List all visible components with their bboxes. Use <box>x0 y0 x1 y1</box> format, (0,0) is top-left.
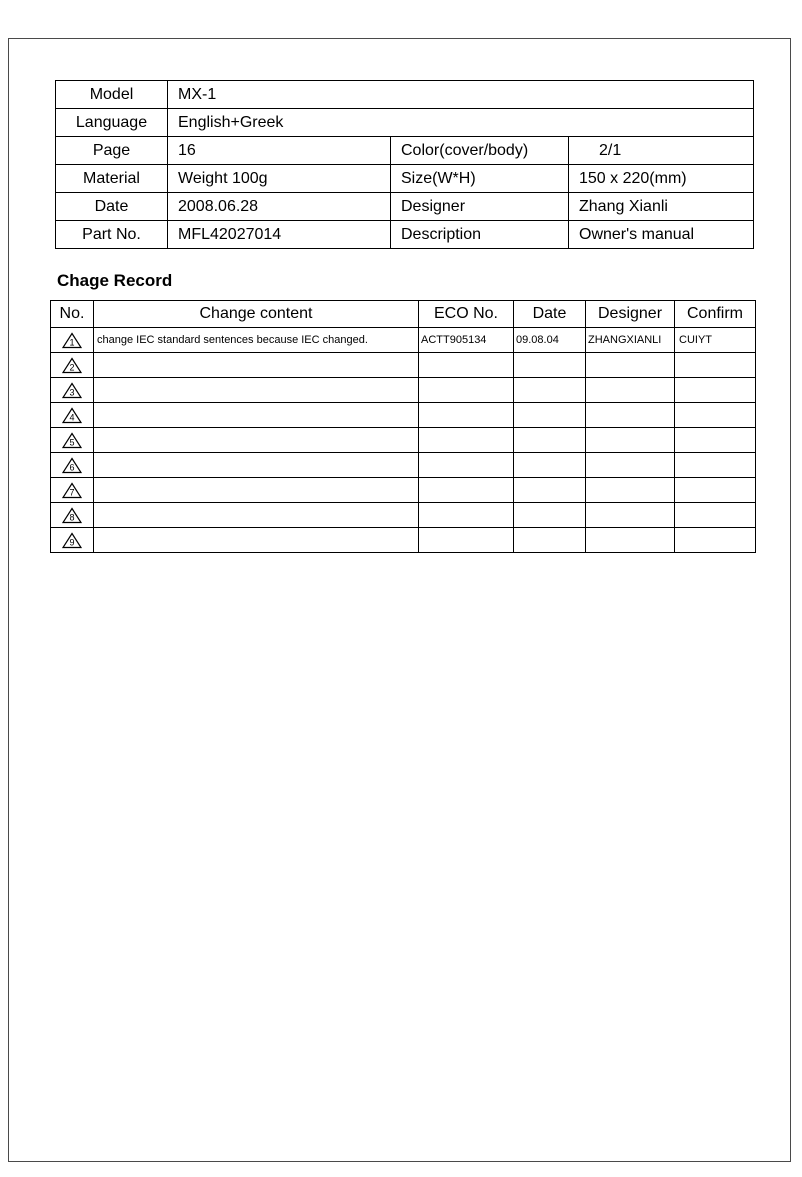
row-no-cell <box>51 453 94 478</box>
change-record-row <box>51 378 756 403</box>
change-record-row <box>51 428 756 453</box>
row-change-content <box>94 353 419 378</box>
row-change-content <box>94 478 419 503</box>
spec-row-partno-description <box>56 221 754 249</box>
row-no-cell <box>51 428 94 453</box>
row-change-content: change IEC standard sentences because IEC changed. <box>94 328 419 353</box>
row-date <box>514 428 586 453</box>
spec-label-color: Color(cover/body) <box>391 137 569 165</box>
svg-text:1: 1 <box>69 337 75 347</box>
row-designer <box>586 453 675 478</box>
spec-row-material-size <box>56 165 754 193</box>
row-no-cell <box>51 528 94 553</box>
row-designer <box>586 378 675 403</box>
row-confirm <box>675 378 756 403</box>
spec-row-date-designer <box>56 193 754 221</box>
revision-triangle-7-icon <box>62 482 82 499</box>
row-confirm <box>675 403 756 428</box>
spec-label-designer: Designer <box>391 193 569 221</box>
row-change-content <box>94 453 419 478</box>
spec-row-language <box>56 109 754 137</box>
row-eco-no <box>419 503 514 528</box>
row-eco-no <box>419 428 514 453</box>
row-eco-no <box>419 353 514 378</box>
svg-text:8: 8 <box>69 512 75 522</box>
row-designer <box>586 403 675 428</box>
svg-text:5: 5 <box>69 437 75 447</box>
row-date <box>514 403 586 428</box>
change-record-header-row <box>51 301 756 328</box>
spec-value-size: 150 x 220(mm) <box>569 165 754 193</box>
spec-value-designer: Zhang Xianli <box>569 193 754 221</box>
row-confirm <box>675 353 756 378</box>
header-confirm: Confirm <box>675 301 756 328</box>
header-date: Date <box>514 301 586 328</box>
spec-label-page: Page <box>56 137 168 165</box>
header-eco-no: ECO No. <box>419 301 514 328</box>
row-no-cell <box>51 403 94 428</box>
spec-value-description: Owner's manual <box>569 221 754 249</box>
svg-text:4: 4 <box>69 412 75 422</box>
header-change-content: Change content <box>94 301 419 328</box>
change-record-row <box>51 328 756 353</box>
row-designer <box>586 353 675 378</box>
change-record-table <box>50 300 756 553</box>
header-designer: Designer <box>586 301 675 328</box>
row-designer <box>586 478 675 503</box>
svg-text:6: 6 <box>69 462 75 472</box>
spec-value-language: English+Greek <box>168 109 754 137</box>
row-no-cell <box>51 478 94 503</box>
revision-triangle-3-icon <box>62 382 82 399</box>
row-designer <box>586 503 675 528</box>
row-eco-no <box>419 528 514 553</box>
svg-text:7: 7 <box>69 487 75 497</box>
spec-label-date: Date <box>56 193 168 221</box>
change-record-title: Chage Record <box>57 271 173 290</box>
revision-triangle-8-icon <box>62 507 82 524</box>
row-change-content <box>94 403 419 428</box>
row-no-cell <box>51 378 94 403</box>
change-record-row <box>51 503 756 528</box>
change-record-row <box>51 478 756 503</box>
row-no-cell <box>51 353 94 378</box>
row-eco-no <box>419 453 514 478</box>
change-record-row <box>51 353 756 378</box>
spec-label-model: Model <box>56 81 168 109</box>
row-no-cell <box>51 503 94 528</box>
row-change-content <box>94 528 419 553</box>
spec-value-partno: MFL42027014 <box>168 221 391 249</box>
row-date <box>514 503 586 528</box>
svg-text:3: 3 <box>69 387 75 397</box>
row-date: 09.08.04 <box>514 328 586 353</box>
spec-row-page-color <box>56 137 754 165</box>
spec-row-model <box>56 81 754 109</box>
revision-triangle-1-icon <box>62 332 82 349</box>
spec-label-language: Language <box>56 109 168 137</box>
row-confirm <box>675 528 756 553</box>
row-date <box>514 528 586 553</box>
row-eco-no <box>419 478 514 503</box>
svg-text:2: 2 <box>69 362 75 372</box>
revision-triangle-5-icon <box>62 432 82 449</box>
row-date <box>514 453 586 478</box>
spec-value-page: 16 <box>168 137 391 165</box>
spec-label-description: Description <box>391 221 569 249</box>
revision-triangle-4-icon <box>62 407 82 424</box>
spec-table <box>55 80 754 249</box>
row-designer <box>586 428 675 453</box>
change-record-row <box>51 528 756 553</box>
change-record-row <box>51 453 756 478</box>
row-change-content <box>94 428 419 453</box>
row-date <box>514 353 586 378</box>
revision-triangle-9-icon <box>62 532 82 549</box>
row-change-content <box>94 378 419 403</box>
row-date <box>514 478 586 503</box>
row-confirm <box>675 503 756 528</box>
spec-value-color: 2/1 <box>569 137 754 165</box>
spec-value-date: 2008.06.28 <box>168 193 391 221</box>
row-designer: ZHANGXIANLI <box>586 328 675 353</box>
row-confirm: CUIYT <box>675 328 756 353</box>
row-eco-no <box>419 403 514 428</box>
revision-triangle-6-icon <box>62 457 82 474</box>
spec-label-material: Material <box>56 165 168 193</box>
row-confirm <box>675 453 756 478</box>
spec-value-model: MX-1 <box>168 81 754 109</box>
header-no: No. <box>51 301 94 328</box>
revision-triangle-2-icon <box>62 357 82 374</box>
row-designer <box>586 528 675 553</box>
row-no-cell <box>51 328 94 353</box>
svg-text:9: 9 <box>69 537 75 547</box>
spec-label-partno: Part No. <box>56 221 168 249</box>
row-eco-no <box>419 378 514 403</box>
spec-label-size: Size(W*H) <box>391 165 569 193</box>
row-date <box>514 378 586 403</box>
change-record-row <box>51 403 756 428</box>
spec-value-material: Weight 100g <box>168 165 391 193</box>
row-confirm <box>675 478 756 503</box>
row-change-content <box>94 503 419 528</box>
row-confirm <box>675 428 756 453</box>
row-eco-no: ACTT905134 <box>419 328 514 353</box>
